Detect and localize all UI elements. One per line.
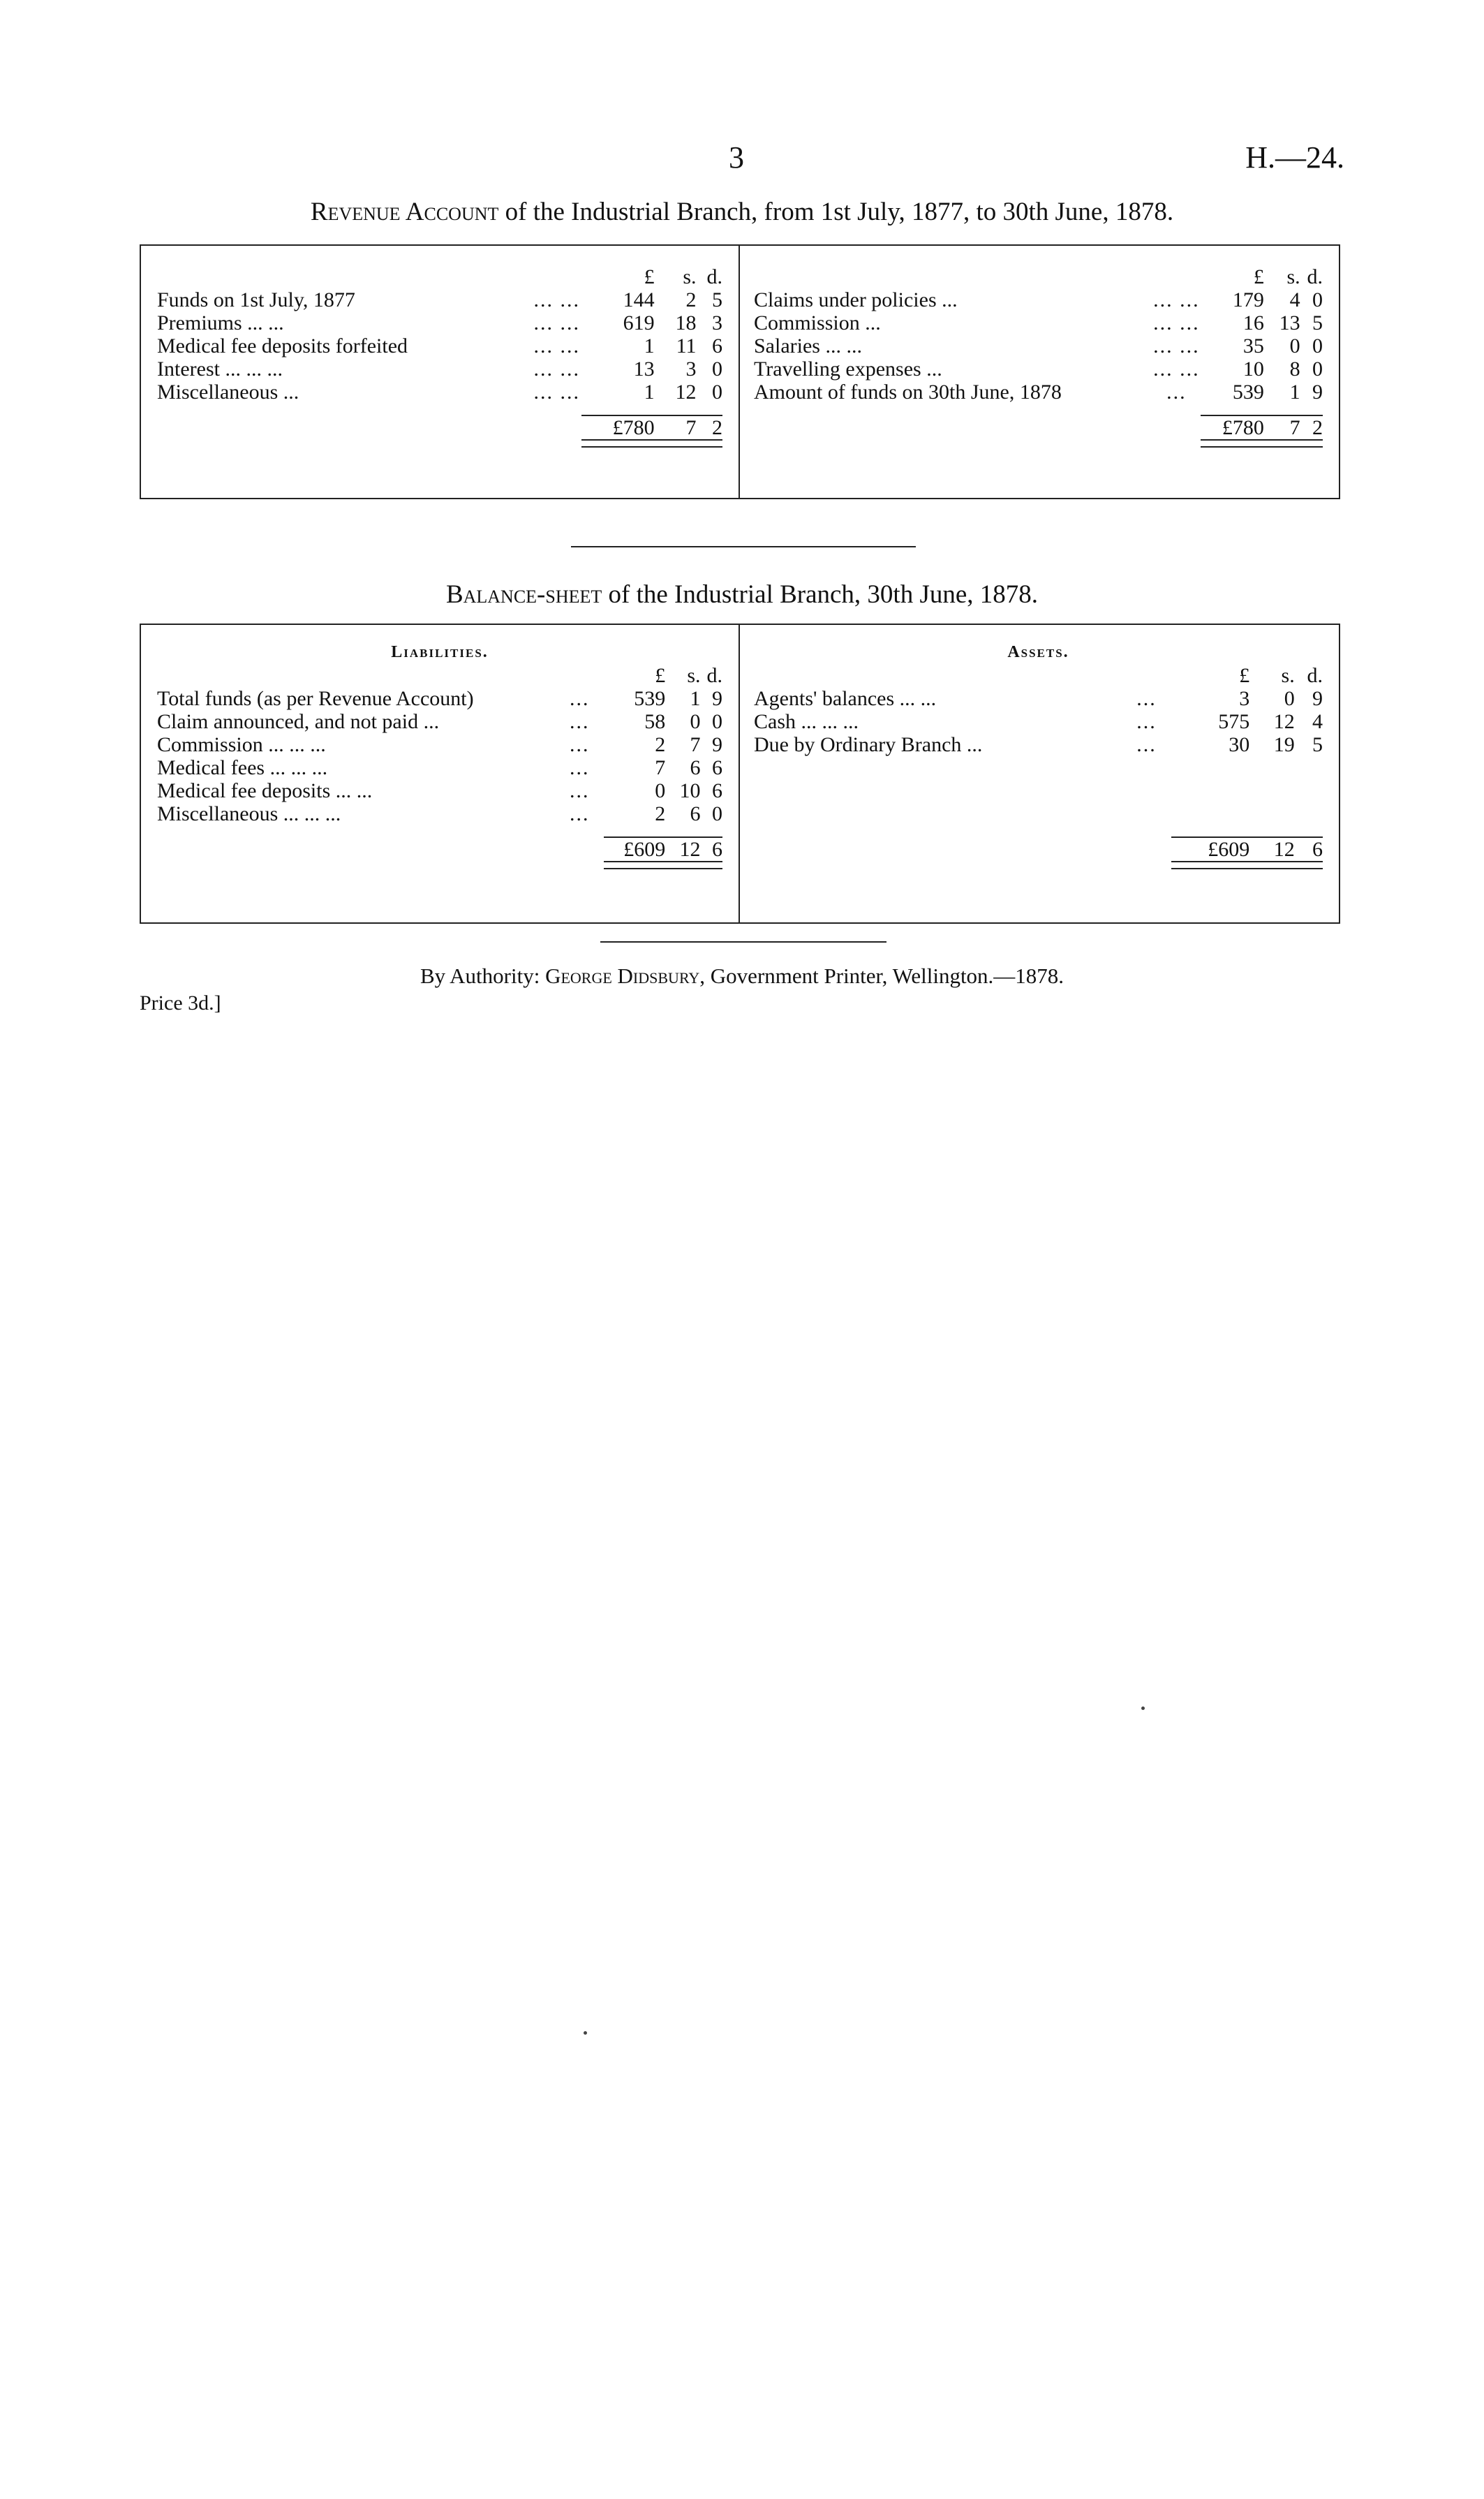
leader-dots: ... ... (1153, 288, 1200, 311)
item-label: Claims under policies ... (754, 288, 958, 311)
revenue-account-table (140, 244, 1340, 499)
liabilities-side (157, 641, 722, 869)
amount-pounds: 539 (1232, 381, 1264, 404)
item-label: Medical fee deposits forfeited (157, 334, 408, 357)
amount-pence: 6 (712, 334, 722, 357)
amount-pence: 0 (712, 802, 722, 825)
amount-pounds: 539 (634, 687, 666, 710)
amount-shillings: 3 (685, 357, 697, 381)
receipt-row (157, 288, 722, 311)
item-label: Cash ... ... ... (754, 710, 859, 733)
amount-pence: 5 (712, 288, 722, 311)
leader-dots: ... ... (533, 357, 581, 381)
amount-pence: 0 (712, 381, 722, 404)
amount-shillings: 10 (679, 779, 701, 802)
payment-row (754, 357, 1323, 381)
double-underline (1201, 439, 1323, 448)
pounds-header: £ (1253, 265, 1264, 288)
print-speck (1141, 1706, 1145, 1710)
item-label: Interest ... ... ... (157, 357, 283, 381)
liability-row (157, 710, 722, 733)
amount-pence: 6 (712, 779, 722, 802)
amount-pence: 0 (712, 357, 722, 381)
print-speck (584, 2031, 587, 2035)
asset-row (754, 687, 1323, 710)
item-label: Agents' balances ... ... (754, 687, 937, 710)
liability-row (157, 779, 722, 802)
amount-pounds: 7 (655, 756, 666, 779)
amount-pence: 4 (1312, 710, 1323, 733)
leader-dots: ... ... (1153, 357, 1200, 381)
amount-pence: 0 (1312, 357, 1323, 381)
revenue-receipts-side (157, 265, 722, 448)
item-label: Total funds (as per Revenue Account) (157, 687, 474, 710)
total-shillings: 12 (665, 837, 700, 861)
balance-sheet-table (140, 624, 1340, 924)
item-label: Claim announced, and not paid ... (157, 710, 440, 733)
double-underline (1171, 861, 1323, 869)
leader-dots: ... (1136, 733, 1157, 756)
item-label: Due by Ordinary Branch ... (754, 733, 983, 756)
document-reference: H.—24. (1245, 140, 1344, 175)
leader-dots: ... ... (533, 381, 581, 404)
total-shillings: 7 (655, 415, 697, 439)
payment-row (754, 381, 1323, 404)
authority-rest: , Government Printer, Wellington.—1878. (699, 964, 1064, 988)
amount-pounds: 1 (644, 334, 655, 357)
leader-dots: ... (1136, 710, 1157, 733)
total-pounds: £609 (604, 837, 665, 861)
amount-pence: 0 (1312, 334, 1323, 357)
item-label: Commission ... (754, 311, 881, 334)
amount-shillings: 19 (1273, 733, 1295, 756)
price-note: Price 3d.] (140, 992, 221, 1015)
item-label: Funds on 1st July, 1877 (157, 288, 355, 311)
amount-shillings: 7 (690, 733, 701, 756)
leader-dots: ... (1166, 381, 1187, 404)
leader-dots: ... (570, 802, 590, 825)
double-underline (581, 439, 722, 448)
amount-shillings: 6 (690, 756, 701, 779)
item-label: Commission ... ... ... (157, 733, 326, 756)
pence-header: d. (1307, 664, 1323, 687)
pence-header: d. (706, 265, 722, 288)
amount-pounds: 35 (1242, 334, 1264, 357)
amount-pounds: 58 (644, 710, 666, 733)
amount-shillings: 13 (1279, 311, 1300, 334)
leader-dots: ... (570, 779, 590, 802)
amount-shillings: 11 (676, 334, 697, 357)
shillings-header: s. (683, 265, 697, 288)
leader-dots: ... ... (1153, 311, 1200, 334)
amount-pounds: 10 (1242, 357, 1264, 381)
leader-dots: ... (570, 756, 590, 779)
authority-lead: By Authority: (420, 964, 546, 988)
amount-shillings: 2 (685, 288, 697, 311)
liabilities-total-row (157, 837, 722, 861)
amount-pence: 9 (712, 687, 722, 710)
shillings-header: s. (1286, 265, 1300, 288)
receipt-row (157, 357, 722, 381)
liability-row (157, 802, 722, 825)
leader-dots: ... ... (533, 288, 581, 311)
page-number: 3 (729, 140, 744, 175)
amount-pounds: 2 (655, 733, 666, 756)
amount-pence: 5 (1312, 311, 1323, 334)
amount-pounds: 3 (1239, 687, 1250, 710)
pounds-header: £ (655, 664, 666, 687)
shillings-header: s. (687, 664, 701, 687)
item-label: Miscellaneous ... ... ... (157, 802, 341, 825)
pounds-header: £ (644, 265, 655, 288)
amount-shillings: 1 (690, 687, 701, 710)
liability-row (157, 733, 722, 756)
item-label: Medical fee deposits ... ... (157, 779, 373, 802)
total-pounds: £780 (581, 415, 655, 439)
item-label: Premiums ... ... (157, 311, 284, 334)
amount-pence: 0 (1312, 288, 1323, 311)
leader-dots: ... ... (1153, 334, 1200, 357)
asset-row (754, 733, 1323, 756)
payment-row (754, 334, 1323, 357)
shillings-header: s. (1281, 664, 1295, 687)
assets-side (754, 641, 1323, 869)
pounds-header: £ (1239, 664, 1250, 687)
amount-pence: 9 (1312, 687, 1323, 710)
pence-header: d. (706, 664, 722, 687)
double-underline (604, 861, 722, 869)
liabilities-heading: Liabilities. (391, 643, 489, 661)
amount-pounds: 1 (644, 381, 655, 404)
receipt-row (157, 334, 722, 357)
item-label: Medical fees ... ... ... (157, 756, 328, 779)
amount-pence: 3 (712, 311, 722, 334)
item-label: Salaries ... ... (754, 334, 862, 357)
amount-pence: 0 (712, 710, 722, 733)
footer-rule (600, 941, 886, 943)
amount-shillings: 0 (1284, 687, 1295, 710)
assets-total-row (754, 837, 1323, 861)
receipt-row (157, 381, 722, 404)
amount-pence: 6 (712, 756, 722, 779)
amount-pounds: 2 (655, 802, 666, 825)
amount-shillings: 18 (675, 311, 697, 334)
total-pence: 6 (1295, 837, 1323, 861)
amount-shillings: 6 (690, 802, 701, 825)
pence-header: d. (1307, 265, 1323, 288)
total-pounds: £609 (1171, 837, 1250, 861)
leader-dots: ... (570, 733, 590, 756)
revenue-title-lead: Revenue Account (310, 198, 499, 226)
amount-pounds: 179 (1232, 288, 1264, 311)
amount-shillings: 0 (1289, 334, 1300, 357)
amount-pence: 5 (1312, 733, 1323, 756)
amount-pounds: 144 (623, 288, 655, 311)
amount-pounds: 13 (633, 357, 655, 381)
balance-title-lead: Balance-sheet (445, 580, 602, 609)
amount-pounds: 0 (655, 779, 666, 802)
balance-sheet-title (0, 580, 1484, 610)
item-label: Amount of funds on 30th June, 1878 (754, 381, 1062, 404)
amount-pounds: 16 (1242, 311, 1264, 334)
amount-pounds: 30 (1229, 733, 1250, 756)
revenue-title-rest: of the Industrial Branch, from 1st July, 1877, to 30th June, 1878. (498, 198, 1174, 226)
printer-authority (0, 964, 1484, 989)
item-label: Travelling expenses ... (754, 357, 942, 381)
balance-title-rest: of the Industrial Branch, 30th June, 1878. (602, 580, 1039, 609)
total-pence: 2 (1300, 415, 1323, 439)
total-shillings: 7 (1264, 415, 1300, 439)
liability-row (157, 687, 722, 710)
amount-shillings: 4 (1289, 288, 1300, 311)
amount-shillings: 1 (1289, 381, 1300, 404)
liability-row (157, 756, 722, 779)
revenue-account-title (0, 197, 1484, 227)
amount-pounds: 619 (623, 311, 655, 334)
amount-shillings: 8 (1289, 357, 1300, 381)
printer-name: George Didsbury (545, 964, 700, 988)
asset-row (754, 710, 1323, 733)
revenue-right-total-row (754, 415, 1323, 439)
amount-pence: 9 (1312, 381, 1323, 404)
revenue-left-total-row (157, 415, 722, 439)
leader-dots: ... (1136, 687, 1157, 710)
amount-pounds: 575 (1218, 710, 1250, 733)
total-pounds: £780 (1201, 415, 1264, 439)
receipt-row (157, 311, 722, 334)
amount-shillings: 12 (675, 381, 697, 404)
payment-row (754, 288, 1323, 311)
total-pence: 6 (701, 837, 722, 861)
payment-row (754, 311, 1323, 334)
leader-dots: ... (570, 687, 590, 710)
leader-dots: ... ... (533, 334, 581, 357)
amount-pence: 9 (712, 733, 722, 756)
amount-shillings: 12 (1273, 710, 1295, 733)
leader-dots: ... ... (533, 311, 581, 334)
section-separator (571, 546, 916, 547)
item-label: Miscellaneous ... (157, 381, 299, 404)
revenue-payments-side (754, 265, 1323, 448)
total-shillings: 12 (1249, 837, 1294, 861)
total-pence: 2 (697, 415, 722, 439)
leader-dots: ... (570, 710, 590, 733)
assets-heading: Assets. (1007, 643, 1069, 661)
amount-shillings: 0 (690, 710, 701, 733)
